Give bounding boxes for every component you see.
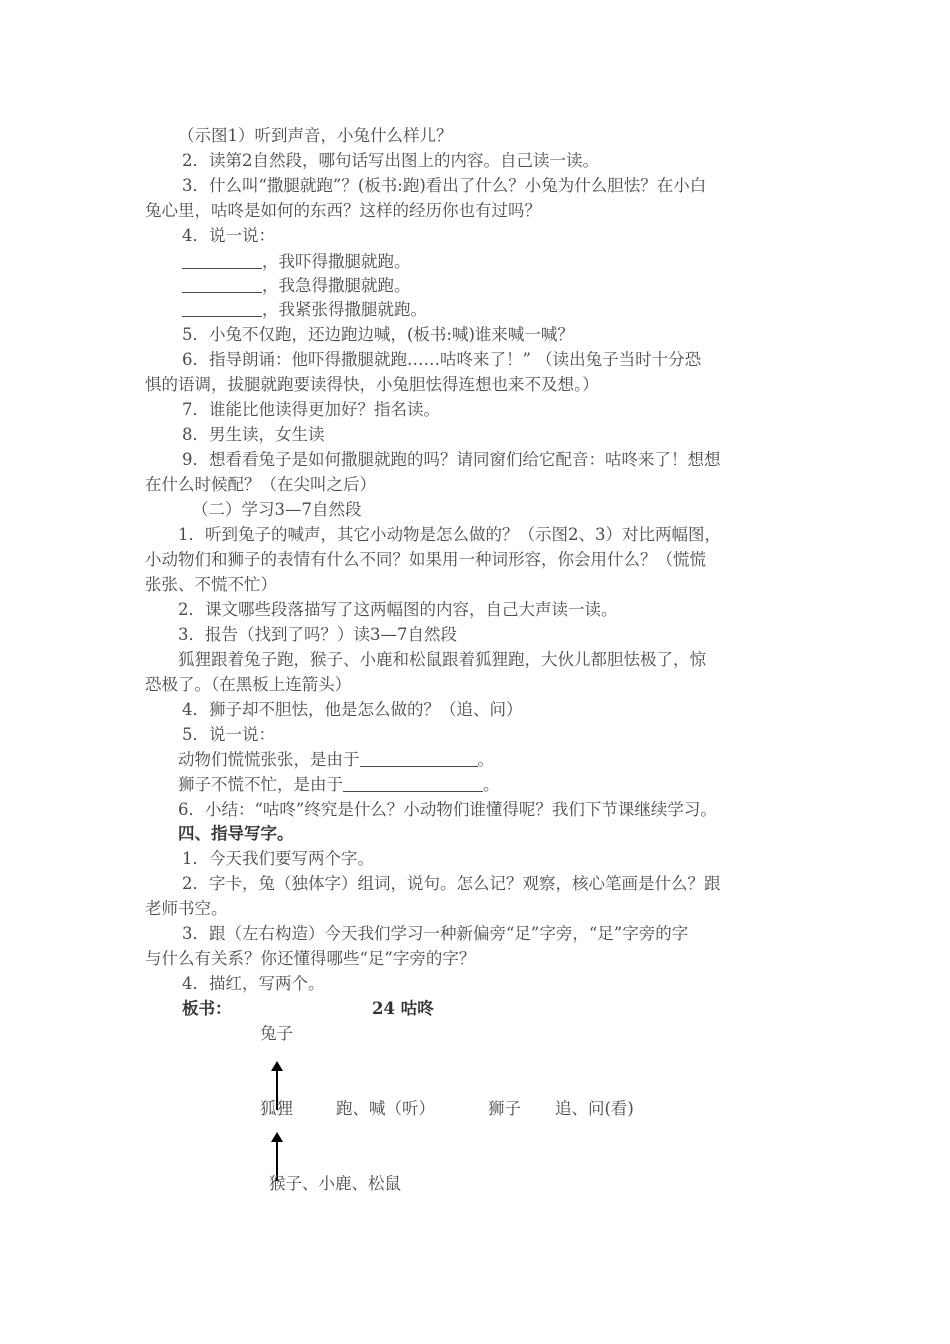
text-line: 2．字卡，兔（独体字）组词，说句。怎么记？观察，核心笔画是什么？跟: [182, 874, 721, 893]
board-node-others: 猴子、小鹿、松鼠: [269, 1174, 401, 1193]
text-line: 9．想看看兔子是如何撒腿就跑的吗？请同窗们给它配音：咕咚来了！想想: [182, 450, 721, 469]
board-label: 板书：: [182, 999, 232, 1018]
section-heading: 四、指导写字。: [178, 824, 294, 843]
text-line: 恐极了。（在黑板上连箭头）: [145, 675, 352, 694]
board-fox-action: 跑、喊（听）: [336, 1099, 435, 1118]
text-line: 4．说一说：: [182, 226, 275, 245]
fill-in-end: 。: [483, 775, 500, 794]
text-line: 4．描红，写两个。: [182, 974, 325, 993]
board-node-lion: 狮子: [488, 1099, 521, 1118]
board-node-rabbit: 兔子: [260, 1024, 293, 1043]
text-line: 小动物们和狮子的表情有什么不同？如果用一种词形容，你会用什么？（慌慌: [145, 550, 706, 569]
text-line: 1．听到兔子的喊声，其它小动物是怎么做的？（示图2、3）对比两幅图，: [178, 525, 721, 544]
text-line: 与什么有关系？你还懂得哪些“足”字旁的字？: [145, 949, 476, 968]
text-line: 兔心里，咕咚是如何的东西？这样的经历你也有过吗？: [145, 201, 541, 220]
board-title: 24 咕咚: [372, 999, 434, 1018]
text-line: 2．读第2自然段，哪句话写出图上的内容。自己读一读。: [182, 151, 599, 170]
text-line: 8．男生读，女生读: [182, 425, 325, 444]
text-line: 5．说一说：: [182, 725, 275, 744]
answer-blank: [182, 276, 262, 293]
fill-in-end: 。: [477, 750, 494, 769]
text-line: 2．课文哪些段落描写了这两幅图的内容，自己大声读一读。: [178, 600, 618, 619]
text-line: 惧的语调，拔腿就跑要读得快，小兔胆怯得连想也来不及想。）: [145, 375, 599, 394]
text-line: 7．谁能比他读得更加好？指名读。: [182, 400, 440, 419]
text-line: 1．今天我们要写两个字。: [182, 849, 374, 868]
text-line: 老师书空。: [145, 899, 228, 918]
text-line: 6．指导朗诵：他吓得撒腿就跑……咕咚来了！” （读出兔子当时十分恐: [182, 350, 702, 369]
text-line: 在什么时候配？（在尖叫之后）: [145, 475, 376, 494]
fill-in-text: ，我紧张得撒腿就跑。: [262, 300, 427, 319]
text-line: 3．跟（左右构造）今天我们学习一种新偏旁“足”字旁，“足”字旁的字: [182, 924, 689, 943]
fill-in-line: [178, 748, 494, 772]
answer-blank: [343, 775, 483, 792]
answer-blank: [360, 750, 478, 767]
text-line: （示图1）听到声音，小兔什么样儿？: [178, 126, 453, 145]
answer-blank: [182, 252, 262, 269]
text-line: 3．什么叫“撒腿就跑”？(板书:跑)看出了什么？小兔为什么胆怯？在小白: [182, 176, 707, 195]
fill-in-line: [182, 298, 427, 322]
text-line: 张张、不慌不忙）: [145, 575, 277, 594]
fill-in-text: ，我急得撒腿就跑。: [262, 276, 411, 295]
fill-in-text: ，我吓得撒腿就跑。: [262, 252, 411, 271]
fill-in-line: [182, 250, 411, 274]
fill-in-text: 狮子不慌不忙，是由于: [178, 775, 343, 794]
fill-in-text: 动物们慌慌张张，是由于: [178, 750, 360, 769]
board-node-fox: 狐狸: [260, 1099, 293, 1118]
answer-blank: [182, 300, 262, 317]
text-line: 5．小兔不仅跑，还边跑边喊，(板书:喊)谁来喊一喊？: [182, 325, 574, 344]
text-line: 3．报告（找到了吗？）读3—7自然段: [178, 625, 457, 644]
text-line: 6．小结：“咕咚”终究是什么？小动物们谁懂得呢？我们下节课继续学习。: [178, 800, 717, 819]
board-lion-action: 追、问(看): [555, 1099, 634, 1118]
fill-in-line: [182, 274, 411, 298]
fill-in-line: [178, 773, 500, 797]
text-line: 狐狸跟着兔子跑，猴子、小鹿和松鼠跟着狐狸跑，大伙儿都胆怯极了，惊: [178, 650, 706, 669]
text-line: 4．狮子却不胆怯，他是怎么做的？（追、问）: [182, 700, 523, 719]
section-heading: （二）学习3—7自然段: [192, 500, 362, 519]
